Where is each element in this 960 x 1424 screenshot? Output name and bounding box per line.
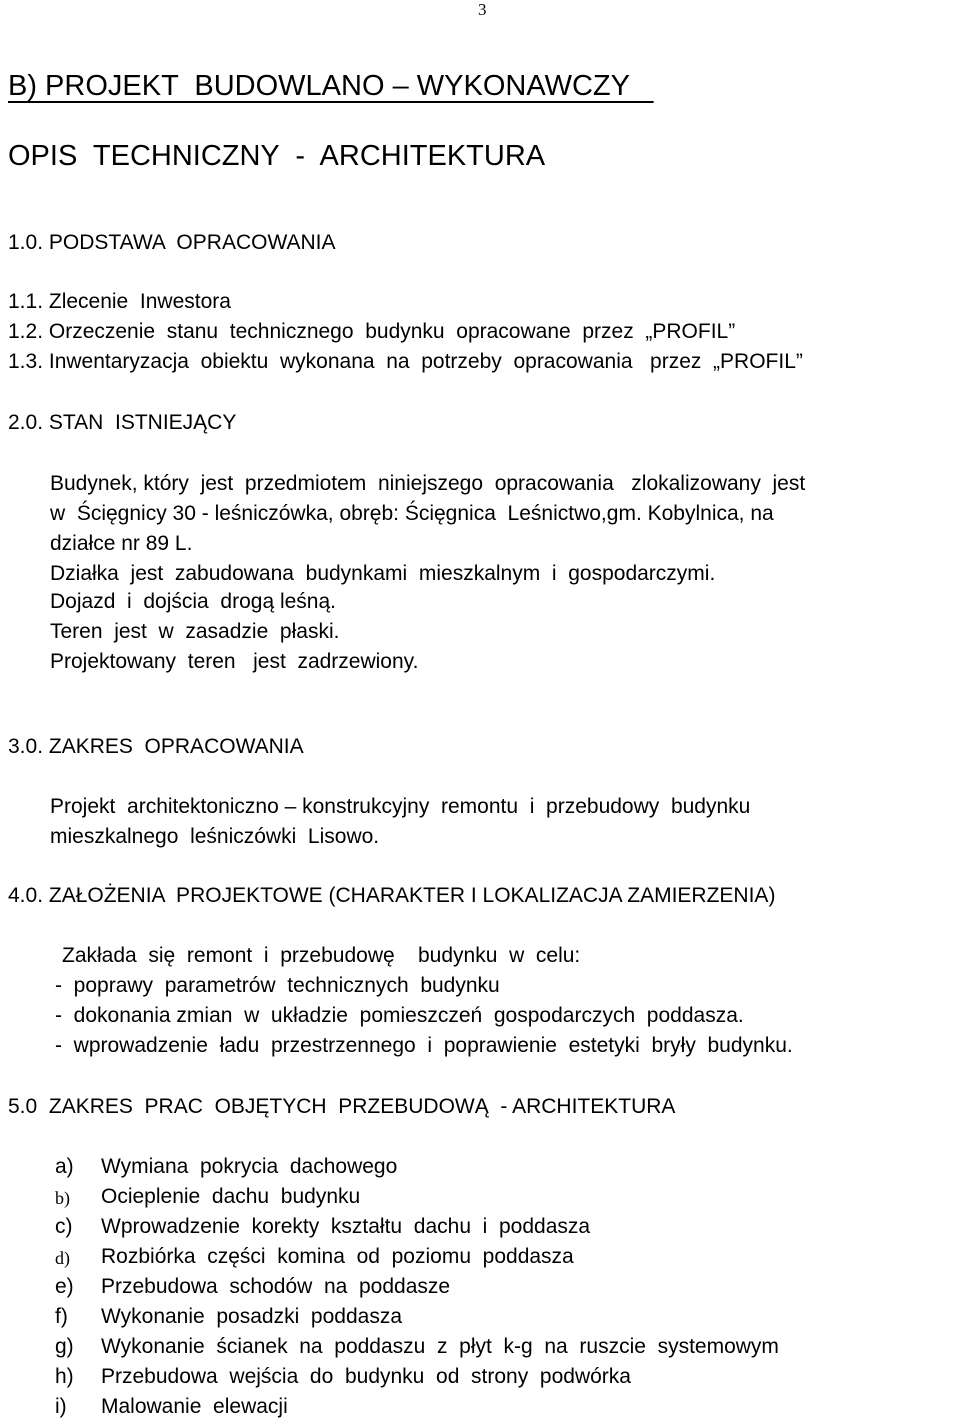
list-item-label: d)	[55, 1248, 70, 1268]
list-item-label: b)	[55, 1188, 70, 1208]
section-1-item: 1.1. Zlecenie Inwestora	[8, 290, 231, 313]
section-1-item: 1.3. Inwentaryzacja obiektu wykonana na potrzeby opracowania przez „PROFIL”	[8, 350, 803, 373]
section-3-line: Projekt architektoniczno – konstrukcyjny remontu i przebudowy budynku	[50, 795, 751, 818]
section-2-line: w Ścięgnicy 30 - leśniczówka, obręb: Ścięgnica Leśnictwo,gm. Kobylnica, na	[50, 502, 774, 525]
list-item-text: Wykonanie ścianek na poddaszu z płyt k-g na ruszcie systemowym	[101, 1335, 779, 1358]
list-item-text: Wykonanie posadzki poddasza	[101, 1305, 402, 1328]
section-2-line: Dojazd i dojścia drogą leśną.	[50, 590, 336, 613]
list-item-text: Przebudowa schodów na poddasze	[101, 1275, 451, 1298]
section-2-line: Projektowany teren jest zadrzewiony.	[50, 650, 419, 673]
section-4-intro: Zakłada się remont i przebudowę budynku w celu:	[62, 944, 581, 967]
list-item-text: Wymiana pokrycia dachowego	[101, 1155, 398, 1178]
list-item-label: i)	[55, 1395, 67, 1418]
list-item-label: h)	[55, 1365, 74, 1388]
list-item-text: Wprowadzenie korekty kształtu dachu i poddasza	[101, 1215, 591, 1238]
list-item-label: a)	[55, 1155, 74, 1178]
section-3-line: mieszkalnego leśniczówki Lisowo.	[50, 825, 380, 848]
section-2-line: Budynek, który jest przedmiotem niniejszego opracowania zlokalizowany jest	[50, 472, 806, 495]
section-4-item: - dokonania zmian w układzie pomieszczeń gospodarczych poddasza.	[55, 1004, 744, 1027]
section-5-heading: 5.0 ZAKRES PRAC OBJĘTYCH PRZEBUDOWĄ - ARCHITEKTURA	[8, 1095, 676, 1118]
section-4-item: - poprawy parametrów technicznych budynku	[55, 974, 500, 997]
list-item-label: c)	[55, 1215, 73, 1238]
section-2-line: Teren jest w zasadzie płaski.	[50, 620, 340, 643]
document-title: B) PROJEKT BUDOWLANO – WYKONAWCZY	[8, 70, 654, 102]
section-2-line: Działka jest zabudowana budynkami mieszkalnym i gospodarczymi.	[50, 562, 716, 585]
list-item-text: Rozbiórka części komina od poziomu poddasza	[101, 1245, 574, 1268]
list-item-label: e)	[55, 1275, 74, 1298]
section-1-item: 1.2. Orzeczenie stanu technicznego budynku opracowane przez „PROFIL”	[8, 320, 736, 343]
list-item-text: Przebudowa wejścia do budynku od strony podwórka	[101, 1365, 631, 1388]
list-item-text: Malowanie elewacji	[101, 1395, 288, 1418]
section-2-heading: 2.0. STAN ISTNIEJĄCY	[8, 411, 237, 434]
page-number: 3	[478, 0, 487, 19]
document-subtitle: OPIS TECHNICZNY - ARCHITEKTURA	[8, 140, 546, 172]
list-item-label: g)	[55, 1335, 74, 1358]
section-4-item: - wprowadzenie ładu przestrzennego i poprawienie estetyki bryły budynku.	[55, 1034, 793, 1057]
list-item-text: Ocieplenie dachu budynku	[101, 1185, 361, 1208]
section-4-heading: 4.0. ZAŁOŻENIA PROJEKTOWE (CHARAKTER I LOKALIZACJA ZAMIERZENIA)	[8, 884, 776, 907]
section-3-heading: 3.0. ZAKRES OPRACOWANIA	[8, 735, 304, 758]
section-1-heading: 1.0. PODSTAWA OPRACOWANIA	[8, 231, 336, 254]
list-item-label: f)	[55, 1305, 68, 1328]
section-2-line: działce nr 89 L.	[50, 532, 193, 555]
